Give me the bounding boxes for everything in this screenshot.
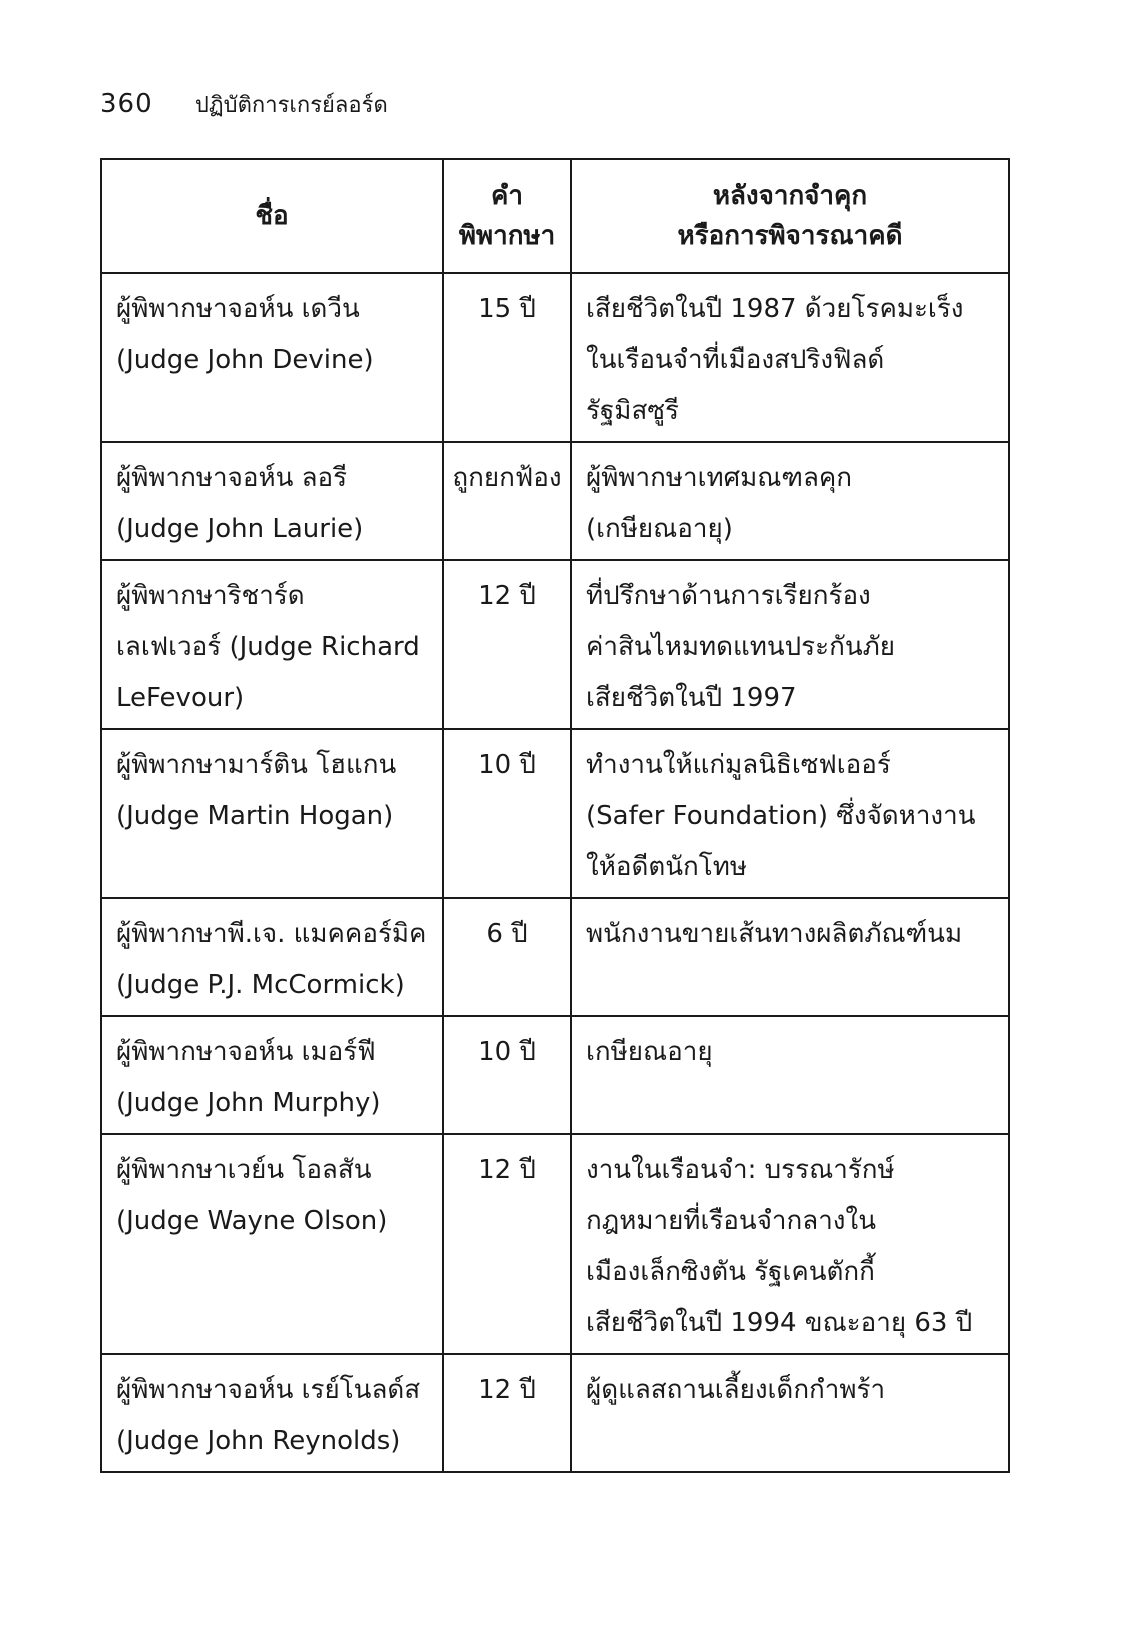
after-line: เสียชีวิตในปี 1997	[586, 683, 797, 713]
sentence-cell: 10 ปี	[443, 1016, 571, 1134]
name-cell	[101, 898, 443, 1016]
sentences-table	[100, 158, 1010, 1473]
header-sentence-line: คำ	[491, 181, 523, 211]
table-header-row	[101, 159, 1009, 273]
page-number: 360	[100, 89, 153, 119]
after-cell	[571, 898, 1009, 1016]
after-line: เมืองเล็กซิงตัน รัฐเคนตักกี้	[586, 1257, 875, 1287]
after-cell	[571, 1354, 1009, 1472]
table-row	[101, 1354, 1009, 1472]
name-cell	[101, 1354, 443, 1472]
name-line: (Judge John Murphy)	[116, 1088, 381, 1118]
name-line: LeFevour)	[116, 683, 245, 713]
after-cell	[571, 560, 1009, 729]
header-after-line: หรือการพิจารณาคดี	[677, 221, 903, 251]
after-cell	[571, 1016, 1009, 1134]
after-cell	[571, 1134, 1009, 1354]
header-sentence-line: พิพากษา	[458, 221, 556, 251]
table-row	[101, 729, 1009, 898]
after-line: ให้อดีตนักโทษ	[586, 852, 747, 882]
name-cell	[101, 560, 443, 729]
table-row	[101, 1016, 1009, 1134]
name-line: ผู้พิพากษาจอห์น เมอร์ฟี	[116, 1037, 376, 1067]
after-line: กฎหมายที่เรือนจำกลางใน	[586, 1206, 876, 1236]
sentence-cell: ถูกยกฟ้อง	[443, 442, 571, 560]
sentence-cell: 6 ปี	[443, 898, 571, 1016]
sentence-cell: 12 ปี	[443, 1134, 571, 1354]
table-row	[101, 442, 1009, 560]
name-line: ผู้พิพากษาพี.เจ. แมคคอร์มิค	[116, 919, 427, 949]
name-cell	[101, 442, 443, 560]
after-line: งานในเรือนจำ: บรรณารักษ์	[586, 1155, 895, 1185]
name-line: (Judge Wayne Olson)	[116, 1206, 388, 1236]
name-line: (Judge John Laurie)	[116, 514, 364, 544]
name-line: ผู้พิพากษาเวย์น โอลสัน	[116, 1155, 372, 1185]
name-cell	[101, 729, 443, 898]
after-cell	[571, 729, 1009, 898]
header-after-line: หลังจากจำคุก	[712, 181, 868, 211]
name-line: (Judge John Devine)	[116, 345, 374, 375]
name-cell	[101, 273, 443, 442]
name-cell	[101, 1016, 443, 1134]
header-name-label: ชื่อ	[255, 201, 289, 231]
after-line: ค่าสินไหมทดแทนประกันภัย	[586, 632, 896, 662]
sentence-cell: 15 ปี	[443, 273, 571, 442]
table-row	[101, 1134, 1009, 1354]
table-row	[101, 560, 1009, 729]
name-line: ผู้พิพากษามาร์ติน โฮแกน	[116, 750, 397, 780]
name-line: (Judge John Reynolds)	[116, 1426, 401, 1456]
name-line: ผู้พิพากษาจอห์น เดวีน	[116, 294, 360, 324]
name-line: (Judge P.J. McCormick)	[116, 970, 405, 1000]
book-title: ปฏิบัติการเกรย์ลอร์ด	[194, 93, 388, 118]
after-line: รัฐมิสซูรี	[586, 396, 679, 426]
after-line: (Safer Foundation) ซึ่งจัดหางาน	[586, 801, 976, 831]
running-head	[100, 86, 388, 124]
after-line: พนักงานขายเส้นทางผลิตภัณฑ์นม	[586, 919, 963, 949]
after-line: ผู้ดูแลสถานเลี้ยงเด็กกำพร้า	[586, 1375, 886, 1405]
table-row	[101, 898, 1009, 1016]
after-line: ผู้พิพากษาเทศมณฑลคุก	[586, 463, 853, 493]
after-line: เสียชีวิตในปี 1987 ด้วยโรคมะเร็ง	[586, 294, 964, 324]
name-line: เลเฟเวอร์ (Judge Richard	[116, 632, 420, 662]
name-line: ผู้พิพากษาจอห์น เรย์โนลด์ส	[116, 1375, 421, 1405]
name-line: ผู้พิพากษาริชาร์ด	[116, 581, 305, 611]
after-line: ในเรือนจำที่เมืองสปริงฟิลด์	[586, 345, 885, 375]
after-line: เสียชีวิตในปี 1994 ขณะอายุ 63 ปี	[586, 1308, 973, 1338]
after-cell	[571, 273, 1009, 442]
name-line: (Judge Martin Hogan)	[116, 801, 394, 831]
after-cell	[571, 442, 1009, 560]
sentence-cell: 12 ปี	[443, 560, 571, 729]
sentence-cell: 10 ปี	[443, 729, 571, 898]
table-row	[101, 273, 1009, 442]
header-sentence	[443, 159, 571, 273]
name-cell	[101, 1134, 443, 1354]
name-line: ผู้พิพากษาจอห์น ลอรี	[116, 463, 348, 493]
after-line: ที่ปรึกษาด้านการเรียกร้อง	[586, 581, 871, 611]
after-line: เกษียณอายุ	[586, 1037, 713, 1067]
sentence-cell: 12 ปี	[443, 1354, 571, 1472]
header-after	[571, 159, 1009, 273]
after-line: (เกษียณอายุ)	[586, 514, 733, 544]
header-name	[101, 159, 443, 273]
after-line: ทำงานให้แก่มูลนิธิเซฟเออร์	[586, 750, 891, 780]
